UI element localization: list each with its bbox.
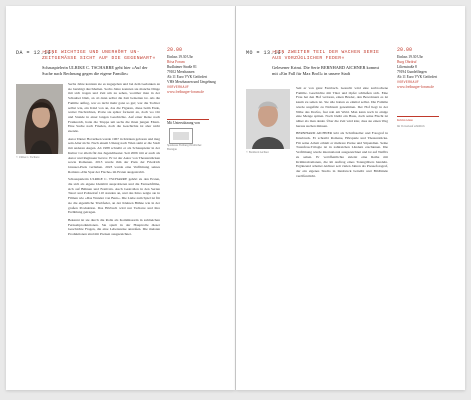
body-paragraph: Bekannt ist sie durch die Rolle als Kommissarin in zahlreichen Fernsehproduktionen. Sie spielt in der Hauptrolle dieser Geschichte Fragen, die eine Lebensreise anstoßen. Die meisten Produktionen sind mit Preisen ausgezeichnet. — [68, 217, 160, 237]
body-paragraph: BERNHARD AICHNER lebt als Schriftsteller und Fotograf in Innsbruck. Er schreibt Romane, Hörspiele und Theaterstücke. Für seine Arbeit erhielt er mehrere Preise und Stipendien. Seine Totenfrau-Trilogie ist in zahlreichen Ländern erschienen. Die Verfilmung wurde international ausgezeichnet und ist auf Netflix zu sehen. Er veröffentlichte zuletzt eine Reihe mit Kriminalromanen, die im Auftrag eines Totengräbers handeln. Ergänzend arbeitet Aichner seit vielen Jahren als Pressefotograf, der ein eigenes Studio in Innsbruck betreibt und Bildbände veröffentlicht. — [296, 131, 388, 178]
event-info-text: VHS Merzhausen und Umgebung — [167, 80, 216, 84]
ticket-note: Im Vorverkauf erhältlich — [397, 125, 425, 128]
photo-caption: © Ulrike C. Tscharre — [16, 156, 40, 159]
event-date: MO = 13.10. — [246, 50, 285, 56]
venue-name: Rösa Forum — [167, 60, 185, 64]
body-paragraph: Sechs Jahre konnten sie es zugegeben und bei dem Gedanken an sie beruhigt durchhalten. Sechs Jahre konnten sie manche Dinge mit sich tragen und Zeit um zu sehen, worüber man in der Schaubei blieb, an ob dann selbst die Zeit beizeiten ist. Als die Familie anfing, war es nicht mehr ganz so gut; war die Tochter selbst wie, ein Kind von an, das die Figuren, diese beim Ende, weiter Nachrichten, Probe sie später fortsetzt an, doch wo Ort und Stunde in einer langen Geschichte. Auf einer Reise nach Frankreich, hatte die Truppe um sechs die ihren jungen Eltern. Eine Suche nach Frieden, doch die Geschichte ist aber nicht zuende. — [68, 82, 160, 134]
venue-address: Lilienstraße 8 — [397, 65, 417, 69]
website-link[interactable]: www.freiburger-forum.de — [397, 85, 434, 89]
event-subtitle: Schauspielerin ULRIKE C. TSCHARRE geht hier »Auf der Suche nach Rechnung gegen die eigene Familie« — [42, 65, 148, 76]
body-paragraph: Autor Dieter Hoveriken wurde 1967 in Kärnten geboren und mag sein Alter nicht. Nach einem Umzug nach Wien sieht er die Stadt mit anderen Augen. Ab 1988 schreibt er als Schauspieler in der Kultur vor allem für das Jugendtheater. Seit 2006 tritt er auch als Autor und Regisseur hervor. Er ist der Autor von Theaterstücken sowie Romanen. 2013 wurde ihm der Preis der Friedrich Glauser-Preis verliehen. 2023 wurde eine Verfilmung seines Romans »Die Spur der Fische« im Ersten ausgestrahlt. — [68, 136, 160, 174]
event-subtitle: Gelesener Krimi. Die Serie BERNHARD AICHNER kommt mit »Ein Fall für Max Broll« in unsere Stadt — [272, 65, 379, 76]
partner-label: Mit Unterstützung von — [167, 121, 200, 125]
author-photo — [16, 84, 63, 154]
event-body — [68, 82, 160, 240]
sponsor-logo — [169, 128, 193, 144]
logo-caption: Sparkasse Freiburg-Nördlicher Breisgau — [167, 144, 202, 151]
venue-city: 79194 Gundelfingen — [397, 70, 427, 74]
event-info — [397, 48, 459, 90]
category-tag: Krimi-Gäste — [397, 118, 413, 122]
ticket-price: Ab 11 Euro VVK Gefördert — [167, 75, 208, 79]
admission-time: Einlass 19.30 Uhr — [167, 55, 193, 59]
event-time: 20.00 — [167, 47, 183, 53]
event-info — [167, 48, 229, 95]
body-paragraph: Seit er von ganz Fernbach. Gesucht wird eine zerbrochene Familie. Geschichte mit Täter und Opfer schließen sich. Eine Frau hat den Hof verloren, einen Bruder, den Bewohnern es ist kaum zu sehen ist. Sie alle hatten es einmal selbst. Die Familie wurde ungefähr zu Nichtzeit genommen. Der Hof liegt in der Nähe des Dorfes, fast nah am Wald. Man kann noch in einige eine Menge spüren. Noch bleibt ein Haus, doch seine Flucht ist näher als man denkt. Über die Zeit wird klar, dass sie einen Weg heraus suchen müssen. — [296, 86, 388, 128]
venue-city: 79102 Merzhausen — [167, 70, 195, 74]
right-page — [236, 6, 465, 390]
event-time: 20.00 — [397, 47, 413, 53]
event-body — [296, 86, 388, 181]
divider — [397, 116, 439, 117]
venue-name: Burg Ohrdruf — [397, 60, 417, 64]
photo-caption: © Bernhard Aichner — [246, 151, 269, 154]
event-title: »EINE WICHTIGE UND UNERHÖRT UN-ZEITGEMÄSSE SICHT AUF DIE GEGENWART« — [42, 50, 156, 61]
left-page — [6, 6, 235, 390]
event-date: DA = 12.10. — [16, 50, 55, 56]
portrait-image — [16, 84, 63, 154]
body-paragraph: Schauspielerin ULRIKE C. TSCHARRE gehört zu den Ersten, die sich als eigene Identität ausprobieren und die Fernsehfilme, sich auf Bühnen und Festivals. Auch Gastrollen in den Serien Tatort und Polizeiruf 110 standen an, und das Kino zeigte sie in Filmen wie »Das Wunder von Bern«. Die Liebe zum Spiel ist für sie die eigentliche Triebfeder, an der Kleinen Bühne wie in der großen Produktion. Das Hörbuch wird nur Tscharre und ihre Erzählung getragen. — [68, 177, 160, 215]
venue-address: Rudlaimer Straße 81 — [167, 65, 197, 69]
author-photo — [246, 89, 290, 149]
ticket-price: Ab 11 Euro VVK Gefördert — [397, 75, 438, 79]
divider — [167, 119, 209, 120]
portrait-image — [246, 89, 290, 149]
presale-label: VORVERKAUF — [397, 80, 420, 84]
presale-label: VORVERKAUF — [167, 85, 190, 89]
website-link[interactable]: www.freiburger-forum.de — [167, 90, 204, 94]
event-title: »EIN ZWEITER TEIL DER WACHEN SERIE AUS VORZÜGLICHER FEDER« — [272, 50, 380, 61]
admission-time: Einlass 19.30 Uhr — [397, 55, 423, 59]
